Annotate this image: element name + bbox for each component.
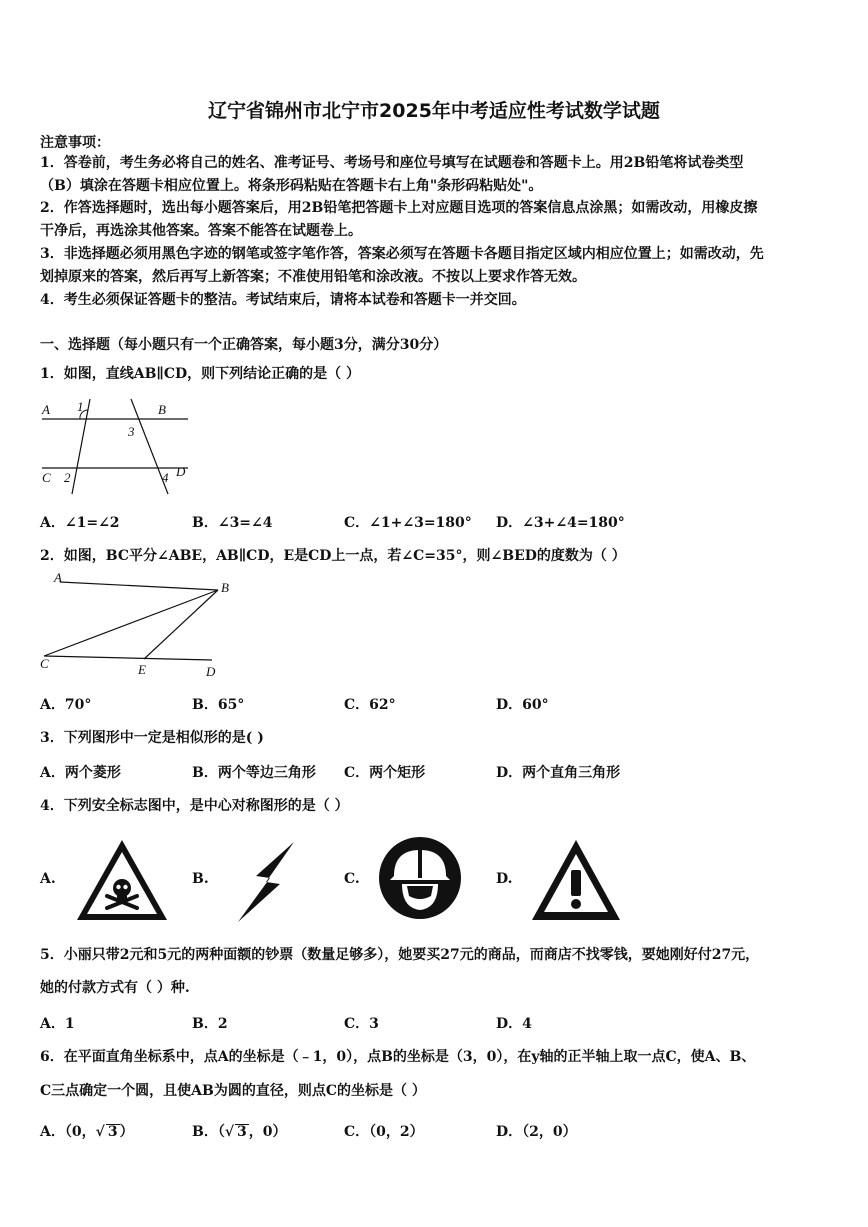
angle-2-label: 2 xyxy=(64,470,71,485)
sqrt-radicand: 3 xyxy=(237,1124,247,1140)
notice-line: 2．作答选择题时，选出每小题答案后，用2B铅笔把答题卡上对应题目选项的答案信息点涂黑；如需改动，用橡皮擦 xyxy=(40,200,758,216)
option-text: ，0） xyxy=(248,1124,287,1140)
sqrt-radicand: 3 xyxy=(107,1124,118,1140)
angle-3-label: 3 xyxy=(128,424,135,439)
question-1-figure xyxy=(40,394,190,498)
angle-1-label: 1 xyxy=(77,399,84,414)
option-C[interactable]: C．62° xyxy=(344,697,396,713)
option-text: ） xyxy=(119,1124,134,1140)
notice-line: 划掉原来的答案，然后再写上新答案；不准使用铅笔和涂改液。不按以上要求作答无效。 xyxy=(40,269,586,285)
option-A[interactable]: A．70° xyxy=(40,697,92,713)
option-A[interactable]: A．1 xyxy=(40,1016,75,1032)
question-5-stem-cont: 她的付款方式有（ ）种. xyxy=(40,980,190,996)
label-D: D xyxy=(206,664,216,679)
option-D[interactable]: D．两个直角三角形 xyxy=(496,765,621,781)
label-C: C xyxy=(40,656,49,671)
option-B[interactable]: B. xyxy=(192,871,209,887)
label-B: B xyxy=(221,580,229,595)
option-C[interactable]: C．3 xyxy=(344,1016,379,1032)
angle-4-label: 4 xyxy=(162,470,169,485)
notice-line: 1．答卷前，考生务必将自己的姓名、准考证号、考场号和座位号填写在试题卷和答题卡上。用2B铅笔将试卷类型 xyxy=(40,155,744,171)
notice-heading: 注意事项： xyxy=(40,135,110,151)
option-text: B．（ xyxy=(192,1124,225,1140)
option-D[interactable]: D．60° xyxy=(496,697,549,713)
question-5-stem: 5．小丽只带2元和5元的两种面额的钞票（数量足够多），她要买27元的商品，而商店不找零钱，要她刚好付27元， xyxy=(40,947,760,963)
notice-line: （B）填涂在答题卡相应位置上。将条形码粘贴在答题卡右上角"条形码粘贴处"。 xyxy=(40,178,543,194)
page-title: 辽宁省锦州市北宁市2025年中考适应性考试数学试题 xyxy=(208,100,660,122)
option-B[interactable] xyxy=(192,1121,287,1141)
question-1-stem: 1．如图，直线AB∥CD，则下列结论正确的是（ ） xyxy=(40,366,361,382)
label-A: A xyxy=(54,570,62,585)
option-B[interactable]: B．2 xyxy=(192,1016,228,1032)
lightning-bolt-icon xyxy=(236,840,296,928)
option-A[interactable] xyxy=(40,1121,134,1141)
sqrt-sign: √ xyxy=(224,1124,235,1140)
option-A[interactable]: A. xyxy=(40,871,56,887)
question-6-stem: 6．在平面直角坐标系中，点A的坐标是（﹣1，0），点B的坐标是（3，0），在y轴的正半轴上取一点C，使A、B、 xyxy=(40,1049,756,1065)
option-B[interactable]: B．65° xyxy=(192,697,245,713)
label-E: E xyxy=(138,662,146,677)
safety-helmet-icon xyxy=(378,836,462,924)
option-C[interactable]: C．∠1+∠3=180° xyxy=(344,515,472,531)
label-C: C xyxy=(42,470,51,485)
option-A[interactable]: A．两个菱形 xyxy=(40,765,121,781)
option-C[interactable]: C. xyxy=(344,871,360,887)
label-B: B xyxy=(158,402,166,417)
option-D[interactable]: D．∠3+∠4=180° xyxy=(496,515,625,531)
section-heading: 一、选择题（每小题只有一个正确答案，每小题3分，满分30分） xyxy=(40,337,448,353)
question-3-stem: 3．下列图形中一定是相似形的是( ) xyxy=(40,730,264,746)
label-A: A xyxy=(42,402,50,417)
option-A[interactable]: A．∠1=∠2 xyxy=(40,515,120,531)
option-D[interactable]: D. xyxy=(496,871,513,887)
option-B[interactable]: B．两个等边三角形 xyxy=(192,765,316,781)
toxic-warning-icon xyxy=(75,838,169,928)
sqrt-sign: √ xyxy=(95,1124,105,1140)
label-D: D xyxy=(176,464,186,479)
option-B[interactable]: B．∠3=∠4 xyxy=(192,515,273,531)
option-text: A．（0， xyxy=(40,1124,96,1140)
option-C[interactable]: C．（0，2） xyxy=(344,1124,424,1140)
option-D[interactable]: D．（2，0） xyxy=(496,1124,577,1140)
notice-line: 4．考生必须保证答题卡的整洁。考试结束后，请将本试卷和答题卡一并交回。 xyxy=(40,292,526,308)
question-2-stem: 2．如图，BC平分∠ABE，AB∥CD，E是CD上一点，若∠C=35°，则∠BED的度数为（ ） xyxy=(40,548,626,564)
option-D[interactable]: D．4 xyxy=(496,1016,532,1032)
option-C[interactable]: C．两个矩形 xyxy=(344,765,426,781)
notice-line: 干净后，再选涂其他答案。答案不能答在试题卷上。 xyxy=(40,223,362,239)
notice-line: 3．非选择题必须用黑色字迹的钢笔或签字笔作答，答案必须写在答题卡各题目指定区域内相应位置上；如需改动，先 xyxy=(40,246,764,262)
exclamation-warning-icon xyxy=(530,838,622,928)
question-6-stem-cont: C三点确定一个圆，且使AB为圆的直径，则点C的坐标是（ ） xyxy=(40,1083,426,1099)
question-2-figure xyxy=(40,570,240,682)
question-4-stem: 4．下列安全标志图中，是中心对称图形的是（ ） xyxy=(40,798,349,814)
